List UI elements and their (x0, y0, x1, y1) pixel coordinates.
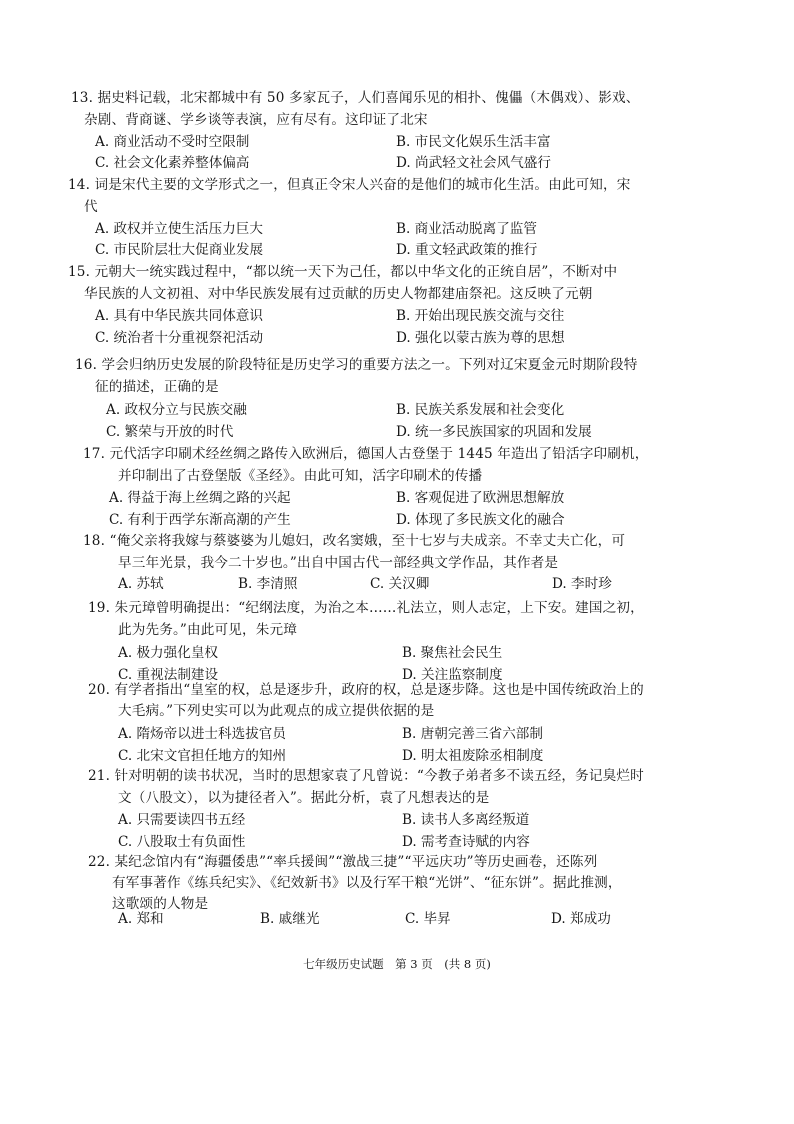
question-stem-continued: 早三年光景，我今二十岁也。”出自中国古代一部经典文学作品，其作者是 (118, 555, 559, 571)
answer-option: C. 繁荣与开放的时代 (106, 424, 234, 440)
answer-option: B. 市民文化娱乐生活丰富 (396, 134, 551, 150)
answer-option: B. 商业活动脱离了监管 (396, 221, 537, 237)
answer-option: D. 体现了多民族文化的融合 (396, 512, 565, 528)
answer-option: D. 重文轻武政策的推行 (396, 242, 538, 258)
question-stem: 18. “俺父亲将我嫁与蔡婆婆为儿媳妇，改名窦娥，至十七岁与夫成亲。不幸丈夫亡化，可 (83, 533, 626, 549)
answer-option: A. 具有中华民族共同体意识 (95, 308, 263, 324)
answer-option: D. 郑成功 (551, 911, 611, 927)
answer-option: A. 得益于海上丝绸之路的兴起 (109, 490, 291, 506)
answer-option: C. 重视法制建设 (118, 667, 219, 683)
answer-option: B. 李清照 (238, 576, 298, 592)
answer-option: C. 统治者十分重视祭祀活动 (95, 330, 264, 346)
answer-option: C. 八股取士有负面性 (118, 834, 246, 850)
answer-option: D. 尚武轻文社会风气盛行 (396, 155, 551, 171)
question-stem: 17. 元代活字印刷术经丝绸之路传入欧洲后，德国人古登堡于 1445 年造出了铅活字印刷机， (83, 446, 649, 462)
answer-option: A. 政权并立使生活压力巨大 (95, 221, 263, 237)
question-stem-continued: 此为先务。”由此可见，朱元璋 (118, 622, 297, 638)
answer-option: A. 郑和 (118, 911, 164, 927)
answer-option: B. 民族关系发展和社会变化 (396, 402, 565, 418)
answer-option: B. 开始出现民族交流与交往 (396, 308, 565, 324)
answer-option: A. 只需要读四书五经 (118, 812, 246, 828)
question-stem-continued: 并印制出了古登堡版《圣经》。由此可知，活字印刷术的传播 (118, 468, 483, 484)
answer-option: C. 社会文化素养整体偏高 (95, 155, 250, 171)
answer-option: A. 商业活动不受时空限制 (95, 134, 250, 150)
answer-option: D. 明太祖废除丞相制度 (402, 748, 544, 764)
answer-option: A. 苏轼 (118, 576, 164, 592)
answer-option: D. 统一多民族国家的巩固和发展 (396, 424, 592, 440)
answer-option: A. 隋炀帝以进士科选拔官员 (118, 726, 286, 742)
answer-option: C. 市民阶层壮大促商业发展 (95, 242, 264, 258)
question-stem-continued: 征的描述，正确的是 (95, 379, 219, 395)
question-stem-continued: 杂剧、背商谜、学乡谈等表演，应有尽有。这印证了北宋 (84, 112, 428, 128)
answer-option: B. 唐朝完善三省六部制 (402, 726, 543, 742)
question-stem: 14. 词是宋代主要的文学形式之一，但真正令宋人兴奋的是他们的城市化生活。由此可知，宋 (68, 177, 631, 193)
question-stem-continued: 这歌颂的人物是 (112, 896, 209, 912)
question-stem-continued: 有军事著作《练兵纪实》、《纪效新书》以及行军干粮“光饼”、“征东饼”。据此推测， (112, 875, 622, 891)
answer-option: D. 关注监察制度 (402, 667, 503, 683)
answer-option: D. 强化以蒙古族为尊的思想 (396, 330, 565, 346)
answer-option: D. 李时珍 (552, 576, 612, 592)
question-stem-continued: 文（八股文），以为捷径者入”。据此分析，袁了凡想表达的是 (118, 790, 490, 806)
answer-option: B. 读书人多离经叛道 (402, 812, 530, 828)
question-stem: 16. 学会归纳历史发展的阶段特征是历史学习的重要方法之一。下列对辽宋夏金元时期阶段特 (75, 357, 638, 373)
question-stem-continued: 代 (84, 199, 98, 215)
question-stem: 13. 据史料记载，北宋都城中有 50 多家瓦子，人们喜闻乐见的相扑、傀儡（木偶戏）、影戏、 (71, 90, 640, 106)
question-stem: 21. 针对明朝的读书状况，当时的思想家袁了凡曾说：“今教子弟者多不读五经，务记臭烂时 (88, 768, 644, 784)
answer-option: B. 聚焦社会民生 (402, 645, 503, 661)
question-stem: 20. 有学者指出“皇室的权，总是逐步升，政府的权，总是逐步降。这也是中国传统政治上的 (88, 682, 644, 698)
answer-option: A. 极力强化皇权 (118, 645, 219, 661)
question-stem: 22. 某纪念馆内有“海疆倭患”“率兵援闽”“激战三捷”“平远庆功”等历史画卷，还陈列 (88, 854, 598, 870)
answer-option: B. 客观促进了欧洲思想解放 (396, 490, 565, 506)
answer-option: A. 政权分立与民族交融 (106, 402, 247, 418)
answer-option: C. 关汉卿 (370, 576, 430, 592)
answer-option: B. 戚继光 (260, 911, 320, 927)
answer-option: C. 有利于西学东渐高潮的产生 (109, 512, 291, 528)
question-stem-continued: 大毛病。”下列史实可以为此观点的成立提供依据的是 (118, 703, 435, 719)
answer-option: C. 毕昇 (405, 911, 451, 927)
question-stem: 15. 元朝大一统实践过程中，“都以统一天下为己任，都以中华文化的正统自居”，不断对中 (68, 264, 618, 280)
answer-option: D. 需考查诗赋的内容 (402, 834, 530, 850)
answer-option: C. 北宋文官担任地方的知州 (118, 748, 287, 764)
question-stem-continued: 华民族的人文初祖、对中华民族发展有过贡献的历史人物都建庙祭祀。这反映了元朝 (84, 286, 593, 302)
question-stem: 19. 朱元璋曾明确提出：“纪纲法度，为治之本……礼法立，则人志定，上下安。建国之初， (88, 600, 644, 616)
page-footer: 七年级历史试题 第 3 页 (共 8 页) (303, 957, 491, 971)
